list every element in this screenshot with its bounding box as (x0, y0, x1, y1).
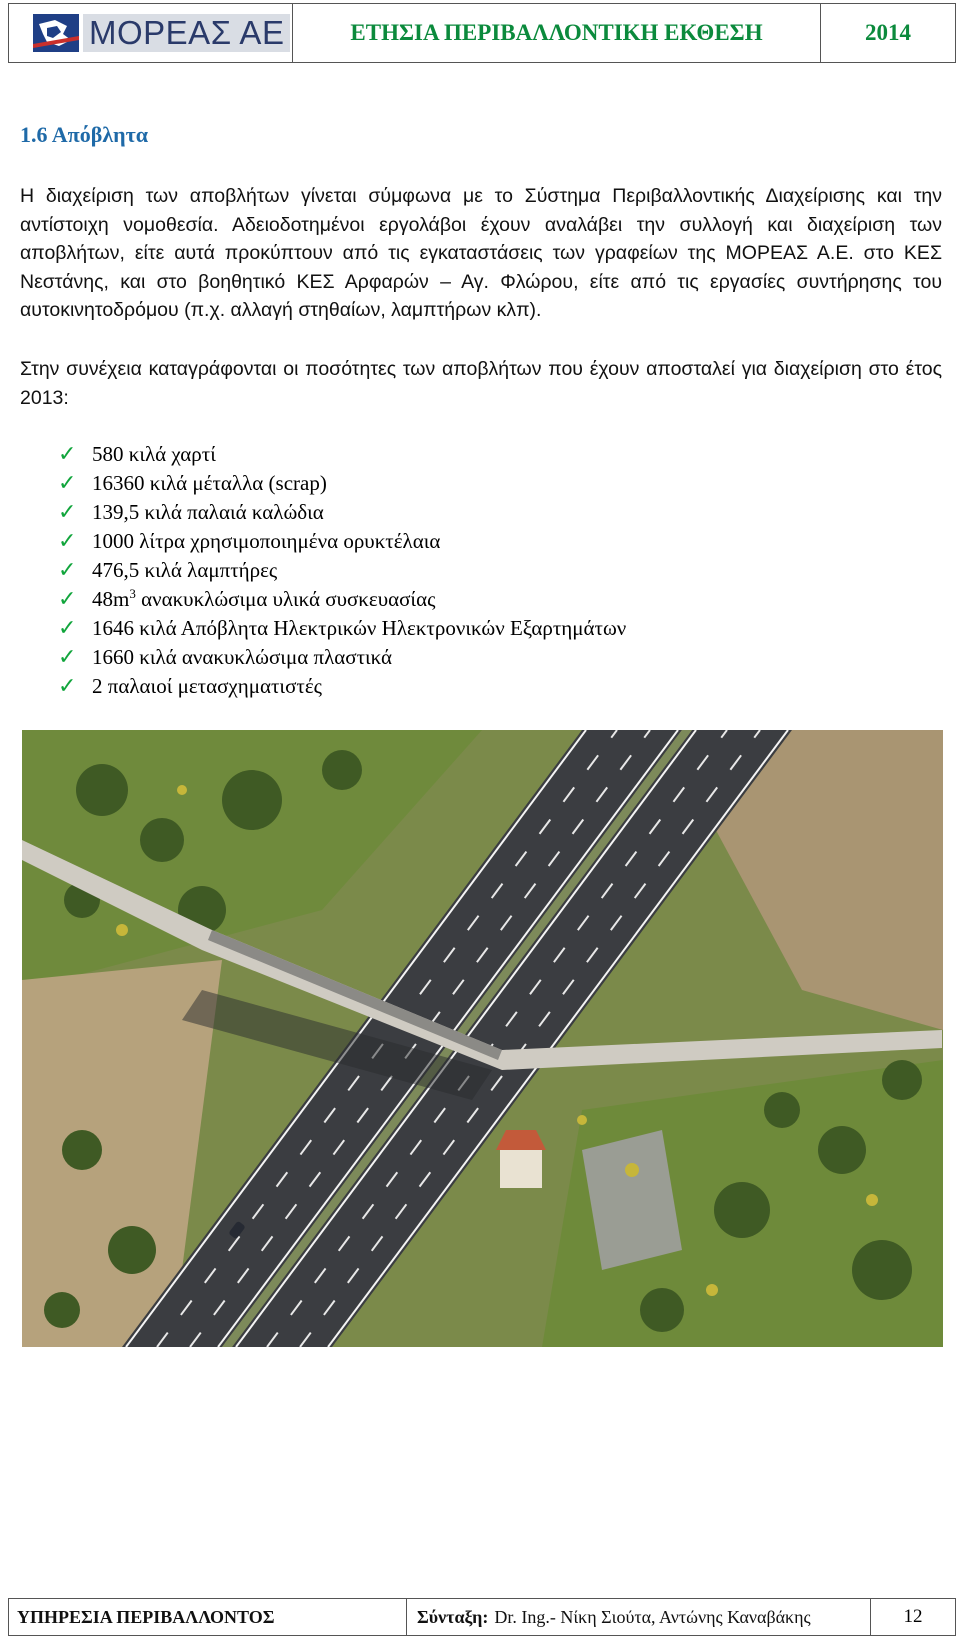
list-item (58, 440, 626, 469)
list-item (58, 498, 626, 527)
list-item-text (92, 585, 435, 614)
intro-paragraph: Η διαχείριση των αποβλήτων γίνεται σύμφωνα με το Σύστημα Περιβαλλοντικής Διαχείρισης και την αντίστοιχη νομοθεσία. Αδειοδοτημένοι εργολάβοι έχουν αναλάβει την συλλογή και διαχείριση των αποβλήτων, είτε αυτά προκύπτουν από τις εγκαταστάσεις των γραφείων της ΜΟΡΕΑΣ Α.Ε. στο ΚΕΣ Νεστάνης, και στο βοηθητικό ΚΕΣ Αρφαρών – Αγ. Φλώρου, είτε από τις εργασίες συντήρησης του αυτοκινητοδρόμου (π.χ. αλλαγή στηθαίων, λαμπτήρων κλπ). (20, 185, 942, 322)
list-item (58, 585, 626, 614)
list-item (58, 643, 626, 672)
list-item (58, 672, 626, 701)
list-item-text: 2 παλαιοί μετασχηματιστές (92, 674, 322, 698)
list-item-text: 139,5 κιλά παλαιά καλώδια (92, 500, 324, 524)
footer-authors: Dr. Ing.- Νίκη Σιούτα, Αντώνης Καναβάκης (494, 1606, 811, 1627)
page-number: 12 (903, 1606, 923, 1627)
list-item (58, 614, 626, 643)
list-item-text: 476,5 κιλά λαμπτήρες (92, 558, 278, 582)
page-header (8, 3, 956, 63)
report-year: 2014 (865, 20, 911, 45)
section-title: 1.6 Απόβλητα (20, 122, 149, 147)
check-icon: ✓ (58, 616, 77, 641)
check-icon: ✓ (58, 471, 77, 496)
motorway-aerial-photo (22, 730, 943, 1347)
list-item (58, 469, 626, 498)
quantities-paragraph: Στην συνέχεια καταγράφονται οι ποσότητες των αποβλήτων που έχουν αποσταλεί για διαχείριση στο έτος 2013: (20, 358, 942, 409)
check-icon: ✓ (58, 645, 77, 670)
list-item-text: 1660 κιλά ανακυκλώσιμα πλαστικά (92, 645, 393, 669)
list-item-text: 580 κιλά χαρτί (92, 442, 216, 466)
footer-department: ΥΠΗΡΕΣΙΑ ΠΕΡΙΒΑΛΛΟΝΤΟΣ (9, 1599, 407, 1635)
check-icon: ✓ (58, 558, 77, 583)
page-footer (8, 1598, 956, 1636)
report-title: ΕΤΗΣΙΑ ΠΕΡΙΒΑΛΛΟΝΤΙΚΗ ΕΚΘΕΣΗ (293, 4, 821, 62)
waste-quantities-list (58, 440, 626, 701)
footer-authors-cell (407, 1599, 871, 1635)
header-logo-cell (9, 4, 293, 62)
check-icon: ✓ (58, 529, 77, 554)
check-icon: ✓ (58, 500, 77, 525)
check-icon: ✓ (58, 674, 77, 699)
list-item-text: 16360 κιλά μέταλλα (scrap) (92, 471, 327, 495)
motorway-photo-illustration (22, 730, 943, 1347)
cubic-exponent: 3 (129, 586, 136, 601)
packaging-volume: 48m (92, 587, 130, 611)
list-item (58, 527, 626, 556)
list-item-text: 1000 λίτρα χρησιμοποιημένα ορυκτέλαια (92, 529, 441, 553)
packaging-label: ανακυκλώσιμα υλικά συσκευασίας (135, 587, 436, 611)
company-logo (33, 14, 290, 52)
list-item (58, 556, 626, 585)
check-icon: ✓ (58, 442, 77, 467)
logo-text: ΜΟΡΕΑΣ ΑΕ (83, 14, 290, 52)
check-icon: ✓ (58, 587, 77, 612)
list-item-text: 1646 κιλά Απόβλητα Ηλεκτρικών Ηλεκτρονικών Εξαρτημάτων (92, 616, 627, 640)
footer-author-label: Σύνταξη: (417, 1606, 489, 1627)
morea-logo-icon (33, 14, 79, 52)
